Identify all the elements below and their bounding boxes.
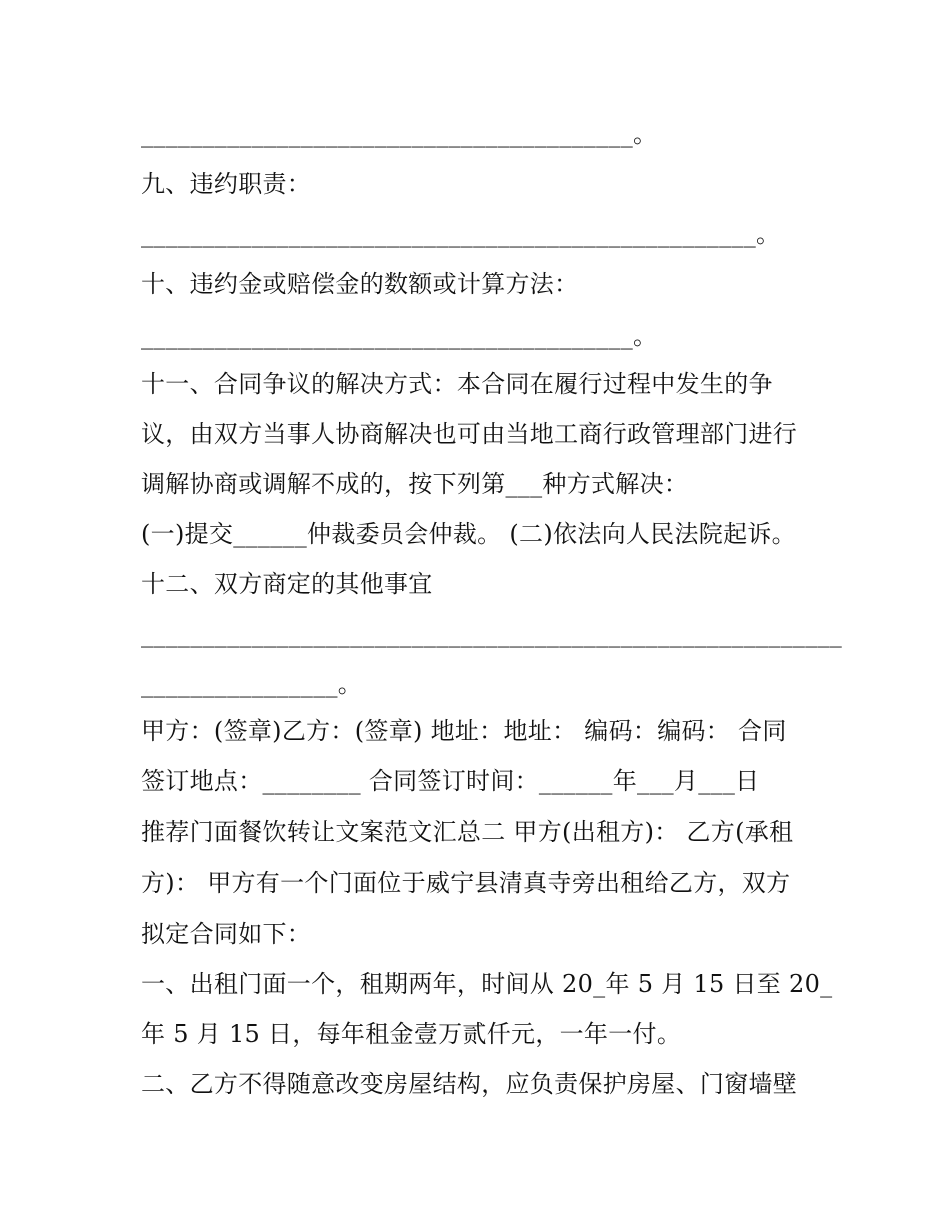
template-2-intro-line-1: 推荐门面餐饮转让文案范文汇总二 甲方(出租方)： 乙方(承租	[141, 818, 794, 846]
clause-11-line-3: 调解协商或调解不成的，按下列第___种方式解决：	[141, 470, 689, 498]
clause-9-heading: 九、违约职责：	[141, 170, 312, 198]
blank-line-12a: _________________________________________________________	[141, 620, 843, 648]
template-2-clause-1-line-1: 一、出租门面一个，租期两年，时间从 20_年 5 月 15 日至 20_	[141, 970, 833, 998]
template-2-intro-line-3: 拟定合同如下：	[141, 920, 312, 948]
template-2-clause-2-line-1: 二、乙方不得随意改变房屋结构，应负责保护房屋、门窗墙壁	[141, 1070, 798, 1098]
clause-12-heading: 十二、双方商定的其他事宜	[141, 570, 433, 598]
signature-block-line-2: 签订地点：________ 合同签订时间：______年___月___日	[141, 767, 760, 795]
blank-line-12b: ________________。	[141, 670, 363, 698]
signature-block-line-1: 甲方：(签章)乙方：(签章) 地址：地址： 编码：编码： 合同	[141, 717, 787, 745]
clause-11-line-1: 十一、合同争议的解决方式：本合同在履行过程中发生的争	[141, 370, 773, 398]
blank-line-8: ________________________________________。	[141, 120, 658, 148]
template-2-intro-line-2: 方)： 甲方有一个门面位于威宁县清真寺旁出租给乙方，双方	[141, 869, 791, 897]
clause-10-heading: 十、违约金或赔偿金的数额或计算方法：	[141, 270, 579, 298]
clause-11-line-2: 议，由双方当事人协商解决也可由当地工商行政管理部门进行	[141, 420, 798, 448]
blank-line-9: __________________________________________________。	[141, 220, 781, 248]
template-2-clause-1-line-2: 年 5 月 15 日，每年租金壹万贰仟元，一年一付。	[141, 1020, 682, 1048]
blank-line-10: ________________________________________。	[141, 322, 658, 350]
arbitration-options: (一)提交______仲裁委员会仲裁。 (二)依法向人民法院起诉。	[141, 520, 796, 548]
